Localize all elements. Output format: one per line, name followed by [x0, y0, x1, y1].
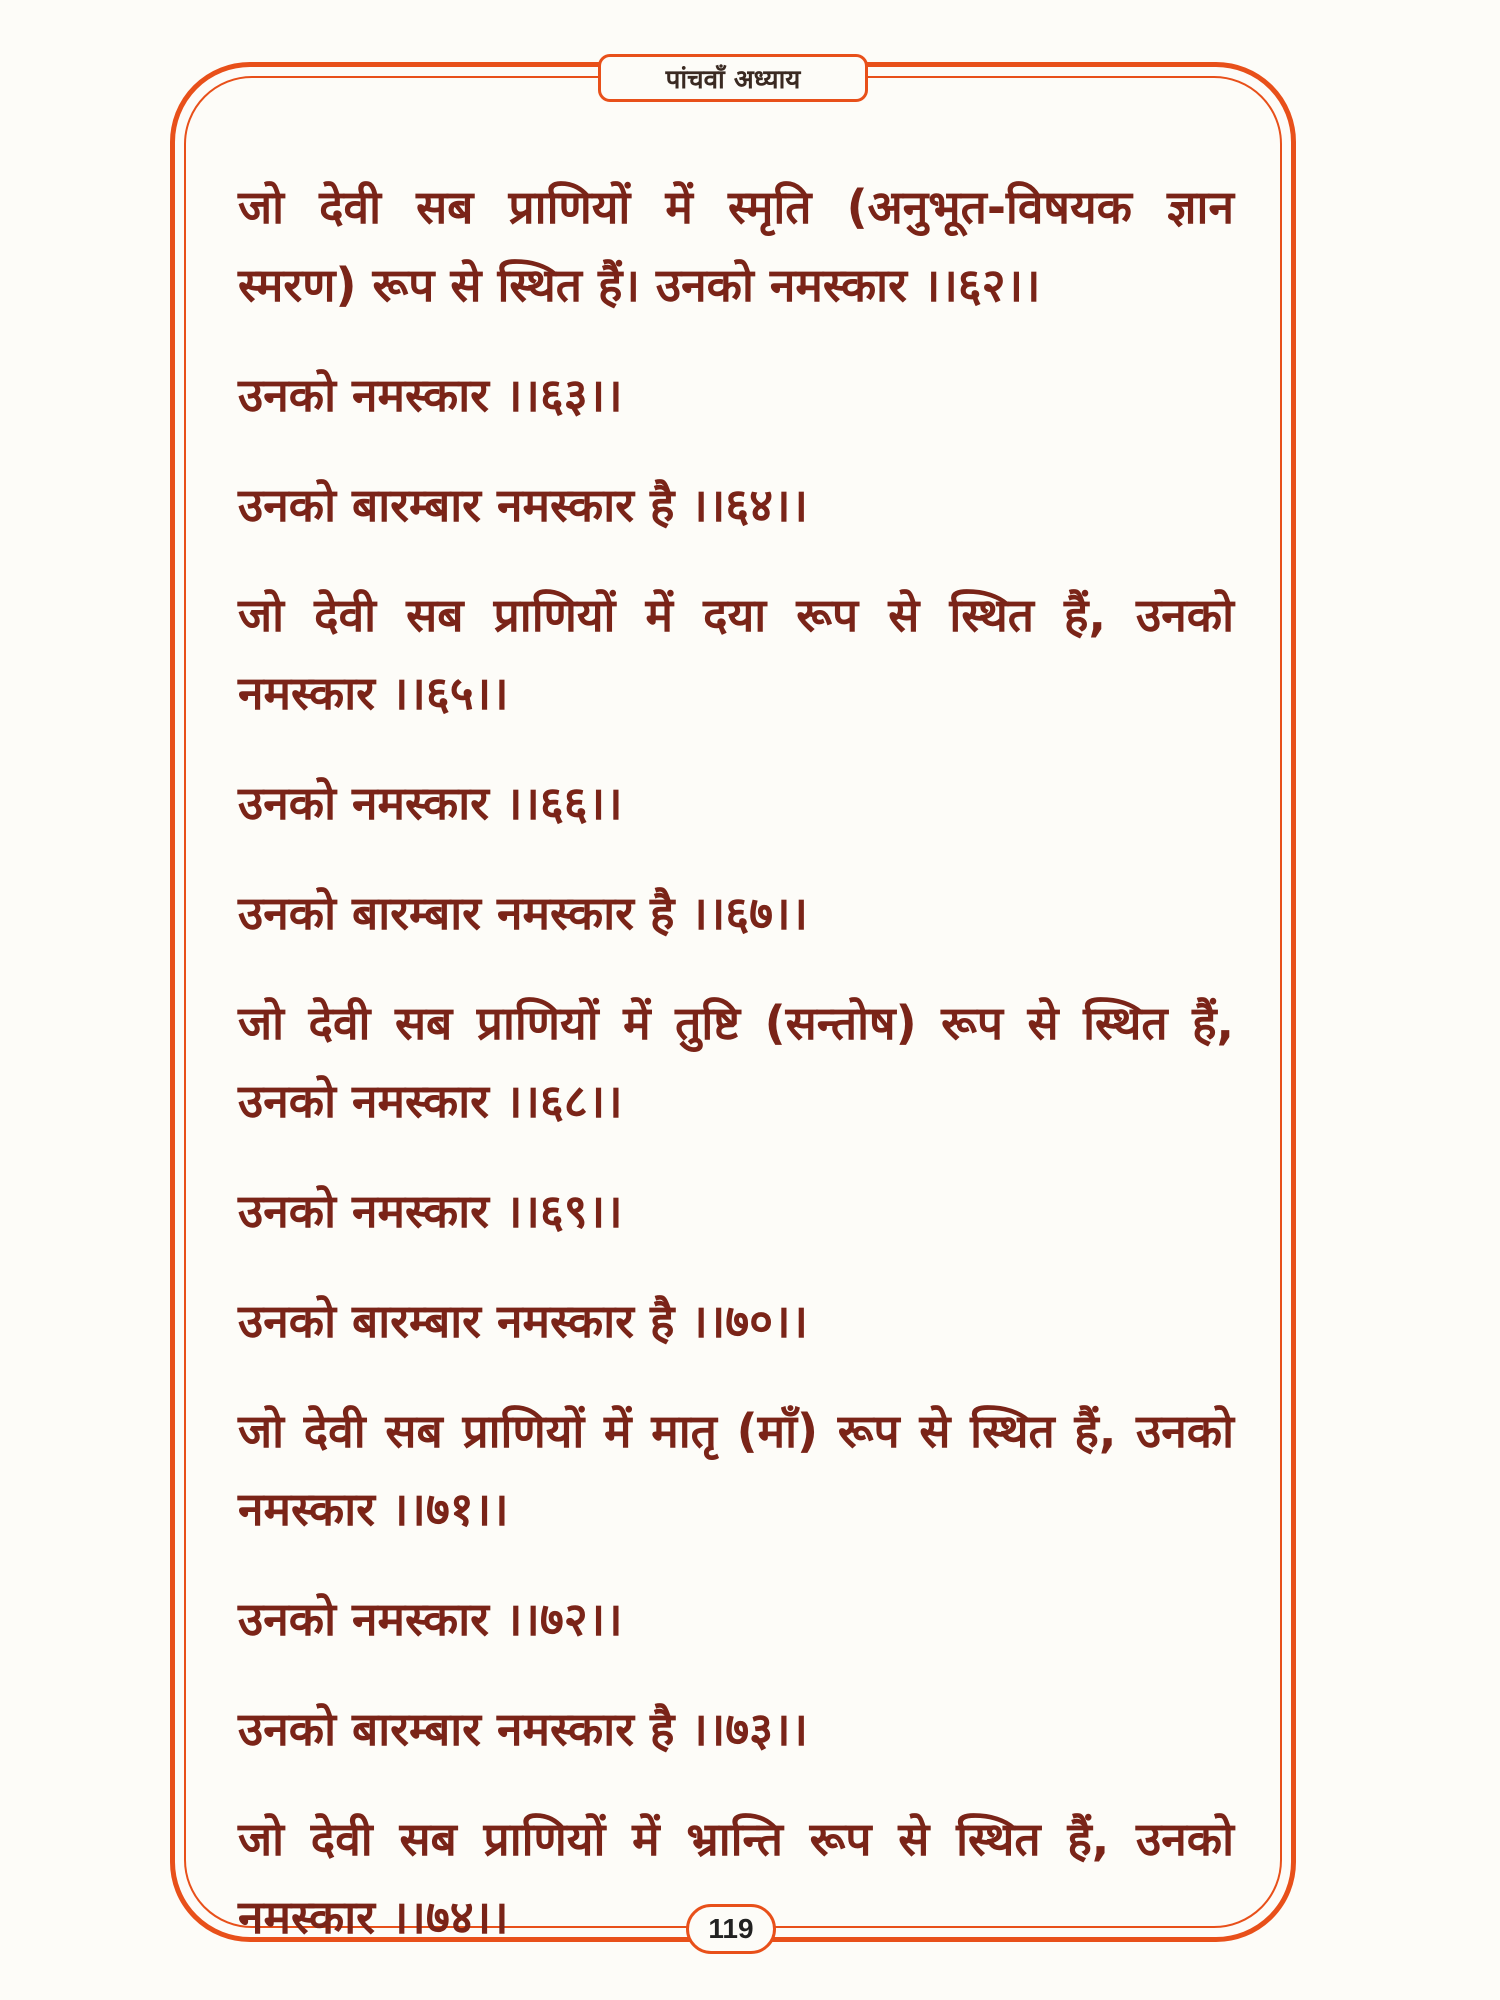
verse-69: उनको नमस्कार ।।६९।। [238, 1184, 623, 1238]
verse-71: जो देवी सब प्राणियों में मातृ (माँ) रूप से स्थित हैं, उनको नमस्कार ।।७१।। [238, 1404, 1234, 1536]
verse-67: उनको बारम्बार नमस्कार है ।।६७।। [238, 886, 808, 940]
verse-66: उनको नमस्कार ।।६६।। [238, 776, 623, 830]
page-number: 119 [686, 1904, 776, 1954]
verse-63: उनको नमस्कार ।।६३।। [238, 368, 623, 422]
verse-72: उनको नमस्कार ।।७२।। [238, 1592, 623, 1646]
verse-65: जो देवी सब प्राणियों में दया रूप से स्थित हैं, उनको नमस्कार ।।६५।। [238, 588, 1234, 720]
verse-73: उनको बारम्बार नमस्कार है ।।७३।। [238, 1702, 808, 1756]
verse-68: जो देवी सब प्राणियों में तुष्टि (सन्तोष) रूप से स्थित हैं, उनको नमस्कार ।।६८।। [238, 996, 1234, 1128]
verse-list [238, 168, 1234, 1988]
chapter-title: पांचवाँ अध्याय [598, 54, 868, 102]
verse-70: उनको बारम्बार नमस्कार है ।।७०।। [238, 1294, 808, 1348]
verse-74: जो देवी सब प्राणियों में भ्रान्ति रूप से स्थित हैं, उनको नमस्कार ।।७४।। [238, 1812, 1234, 1944]
verse-64: उनको बारम्बार नमस्कार है ।।६४।। [238, 478, 808, 532]
verse-62: जो देवी सब प्राणियों में स्मृति (अनुभूत-विषयक ज्ञान स्मरण) रूप से स्थित हैं। उनको नमस्कार ।।६२।। [238, 180, 1234, 312]
